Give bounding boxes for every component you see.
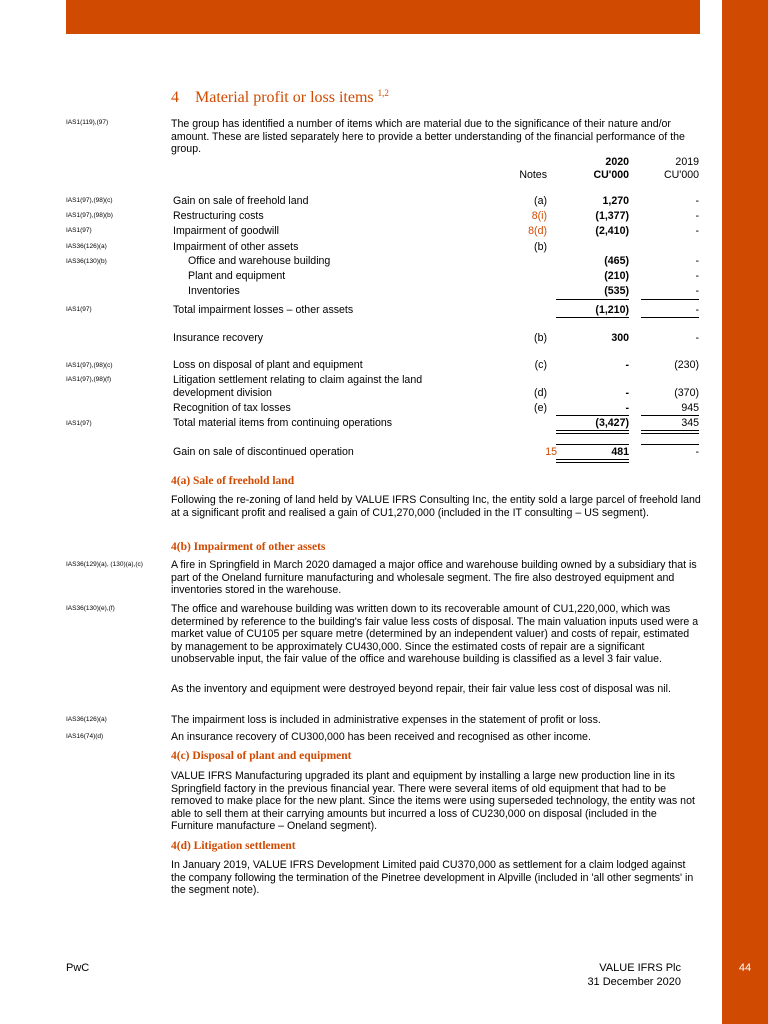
row-note: (e) [534,402,547,414]
row-note-link[interactable]: 8(i) [531,210,547,222]
section-4a-paragraph: Following the re-zoning of land held by VALUE IFRS Consulting Inc, the entity sold a large parcel of freehold land at a significant profit and realised a gain of CU1,270,000 (included in the IT consulting – US segment). [171,494,701,519]
table-row [171,331,701,345]
col-2020-unit: CU'000 [593,169,629,181]
row-ref: IAS1(97) [66,306,92,313]
footer-date: 31 December 2020 [587,976,681,988]
subtotal-rule-2019 [641,299,699,300]
col-2019-year: 2019 [675,156,699,168]
section-heading-4c: 4(c) Disposal of plant and equipment [171,750,352,762]
table-row [171,416,701,430]
row-value-2020: (465) [604,255,629,267]
row-value-2019: 945 [681,402,699,414]
row-label: Plant and equipment [188,270,286,282]
table-row [171,240,701,254]
note-sup: 1,2 [377,88,389,98]
row-value-2020: - [625,402,629,414]
note-number: 4 [171,89,179,106]
col-notes: Notes [519,169,547,181]
section-4b-ref: IAS36(129)(a), (130)(a),(c) [66,561,143,568]
section-4b-paragraph-5: An insurance recovery of CU300,000 has been received and recognised as other income. [171,731,591,743]
section-4c-paragraph: VALUE IFRS Manufacturing upgraded its plant and equipment by installing a large new production line in its Springfield factory in the previous financial year. There were several items of old equipment that had to be removed to make place for the new plant. Since the items were using superseded technology, the entity was not able to sell them at their carrying amounts but incurred a loss of CU230,000 on disposal (included in the Furniture manufacture – Oneland segment). [171,770,695,832]
row-label-continued: development division [173,387,272,399]
footer-left: PwC [66,962,90,974]
row-value-2019: - [695,210,699,222]
row-label: Litigation settlement relating to claim against the land [173,374,423,386]
row-label: Inventories [188,285,240,297]
col-2019-unit: CU'000 [664,169,699,181]
section-heading-4b: 4(b) Impairment of other assets [171,541,326,553]
row-note-link[interactable]: 8(d) [528,225,547,237]
top-accent-bar [66,0,700,34]
section-4b-paragraph-1: A fire in Springfield in March 2020 damaged a major office and warehouse building owned by a subsidiary that is part of the Oneland furniture manufacturing and wholesale segment. The fire also destroyed equipment and inventories stored in the warehouse. [171,559,697,596]
row-ref: IAS1(97) [66,227,92,234]
subtotal-rule-2020 [556,299,629,300]
section-heading-4a: 4(a) Sale of freehold land [171,475,295,487]
table-row [171,386,701,400]
total-double-rule-2020 [556,430,629,434]
row-value-2019: - [695,285,699,297]
row-ref: IAS1(97),(98)(f) [66,376,112,383]
row-label: Restructuring costs [173,210,264,222]
row-value-2020: (1,210) [595,304,629,316]
row-value-2019: - [695,446,699,458]
row-value-2020: (3,427) [595,417,629,429]
section-4b-ref: IAS36(130)(e),(f) [66,605,115,612]
row-label: Loss on disposal of plant and equipment [173,359,363,371]
total-rule-2020 [556,317,629,318]
section-heading-4d: 4(d) Litigation settlement [171,840,296,852]
section-4b-ref: IAS16(74)(d) [66,733,104,740]
row-value-2019: - [695,255,699,267]
row-value-2020: 481 [611,446,629,458]
row-value-2019: - [695,270,699,282]
row-label: Total material items from continuing operations [173,417,393,429]
row-value-2019: - [695,195,699,207]
row-value-2019: - [695,304,699,316]
row-value-2019: 345 [681,417,699,429]
row-value-2019: - [695,332,699,344]
note-heading [171,88,389,107]
row-note: (a) [534,195,547,207]
footer-company: VALUE IFRS Plc [599,962,681,974]
row-ref: IAS1(97),(98)(c) [66,362,113,369]
row-ref: IAS1(97),(98)(b) [66,212,113,219]
row-label: Impairment of other assets [173,241,299,253]
total-double-rule-2019 [641,430,699,434]
row-label: Impairment of goodwill [173,225,279,237]
row-label: Recognition of tax losses [173,402,291,414]
table-row [171,284,701,298]
row-value-2020: (210) [604,270,629,282]
row-value-2020: - [625,387,629,399]
row-value-2019: (230) [674,359,699,371]
row-value-2020: (535) [604,285,629,297]
section-4d-paragraph: In January 2019, VALUE IFRS Development Limited paid CU370,000 as settlement for a claim lodged against the company following the termination of the Pinetree development in Alpville (included in 'all other segments' in the segment note). [171,859,694,896]
row-note: (c) [534,359,547,371]
row-label: Total impairment losses – other assets [173,304,354,316]
row-note: (b) [534,241,547,253]
table-row [171,269,701,283]
total-rule-2019 [641,317,699,318]
intro-ref: IAS1(119),(97) [66,119,109,126]
double-rule-2020 [556,459,629,463]
row-ref: IAS1(97) [66,420,92,427]
row-ref: IAS36(130)(b) [66,258,107,265]
table-row [171,303,701,317]
section-4b-paragraph-4: The impairment loss is included in administrative expenses in the statement of profit or loss. [171,714,601,726]
table-row [171,209,701,223]
section-4b-ref: IAS36(126)(a) [66,716,107,723]
row-label: Gain on sale of discontinued operation [173,446,354,458]
table-row [171,194,701,208]
rule-2019 [641,444,699,445]
row-label: Gain on sale of freehold land [173,195,309,207]
row-note: (b) [534,332,547,344]
row-note-link[interactable]: 15 [545,446,557,458]
section-4b-paragraph-3: As the inventory and equipment were destroyed beyond repair, their fair value less cost of disposal was nil. [171,683,671,695]
table-row [171,373,701,387]
row-note: (d) [534,387,547,399]
table-row [171,254,701,268]
table-row [171,358,701,372]
intro-paragraph: The group has identified a number of items which are material due to the significance of their nature and/or amount. These are listed separately here to provide a better understanding of the financial performance of the group. [171,118,685,155]
row-label: Office and warehouse building [188,255,331,267]
col-2020-year: 2020 [605,156,629,168]
table-row [171,224,701,238]
table-row [171,445,701,459]
row-ref: IAS1(97),(98)(c) [66,197,113,204]
page-number: 44 [738,962,752,974]
section-4b-paragraph-2: The office and warehouse building was written down to its recoverable amount of CU1,220,000, which was determined by reference to the building's fair value less costs of disposal. The main valuation inputs used were a market value of CU105 per square metre (determined by an independent valuer) and costs of repair, estimated by management to be approximately CU430,000. Since the estimated costs of repair are a significant unobservable input, the fair value of the office and warehouse building is classified as a level 3 fair value. [171,603,699,665]
row-label: Insurance recovery [173,332,264,344]
table-header [171,156,701,182]
row-value-2020: 1,270 [602,195,629,207]
row-value-2020: (2,410) [595,225,629,237]
row-value-2019: (370) [674,387,699,399]
row-value-2020: 300 [611,332,629,344]
note-title: Material profit or loss items [195,89,374,106]
row-value-2019: - [695,225,699,237]
table-row [171,401,701,415]
row-ref: IAS36(126)(a) [66,243,107,250]
rule-2020 [556,444,629,445]
row-value-2020: (1,377) [595,210,629,222]
row-value-2020: - [625,359,629,371]
side-accent-bar [722,0,768,1024]
